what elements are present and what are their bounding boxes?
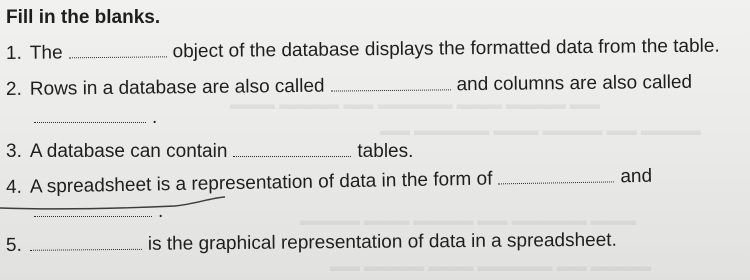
question-text-after: and [620, 165, 653, 188]
answer-blank[interactable] [34, 108, 146, 123]
question-text-after: tables. [357, 141, 414, 162]
bleed-through-texture: ▬▬▬▬ ▬▬ ▬▬▬▬ ▬▬▬ ▬▬▬▬▬ ▬▬ [380, 122, 701, 139]
question-text-after: and columns are also called [456, 71, 693, 96]
question-1 [6, 37, 720, 63]
question-text-after: object of the database displays the formatted data from the table. [172, 35, 720, 63]
bleed-through-texture: ▬▬▬ ▬▬▬▬▬ ▬▬ ▬▬▬▬ ▬▬▬ ▬▬▬▬ [300, 212, 636, 229]
question-5 [6, 231, 617, 255]
worksheet-heading: Fill in the blanks. [6, 7, 161, 28]
bleed-through-texture: ▬▬ ▬▬▬▬ ▬▬▬ ▬▬▬▬▬ ▬▬ ▬▬▬▬ ▬▬▬ [230, 96, 601, 113]
question-text-before: A database can contain [29, 141, 228, 162]
question-4-continuation [34, 202, 163, 221]
answer-blank[interactable] [69, 42, 167, 58]
question-number: 1. [5, 42, 22, 64]
question-number: 2. [5, 78, 22, 100]
answer-blank[interactable] [498, 167, 614, 184]
question-text-before: Rows in a database are also called [29, 75, 325, 100]
question-3 [6, 142, 413, 161]
question-number: 3. [6, 141, 22, 162]
question-text-before: A spreadsheet is a representation of data in the form of [29, 168, 493, 198]
question-text-after: is the graphical representation of data in a spreadsheet. [147, 229, 617, 255]
answer-blank[interactable] [233, 142, 351, 157]
bleed-through-texture: ▬▬▬▬ ▬▬ ▬▬▬▬▬ ▬▬▬ ▬▬▬▬ ▬▬ [330, 258, 651, 275]
question-4 [6, 167, 652, 197]
line-end-period: . [152, 107, 158, 128]
question-number: 4. [5, 176, 23, 198]
answer-blank[interactable] [30, 235, 142, 251]
question-number: 5. [5, 234, 22, 256]
answer-blank[interactable] [34, 202, 152, 217]
question-2-continuation [34, 108, 157, 127]
question-text-before: The [29, 42, 63, 64]
line-end-period: . [158, 201, 164, 222]
answer-blank[interactable] [330, 75, 450, 91]
